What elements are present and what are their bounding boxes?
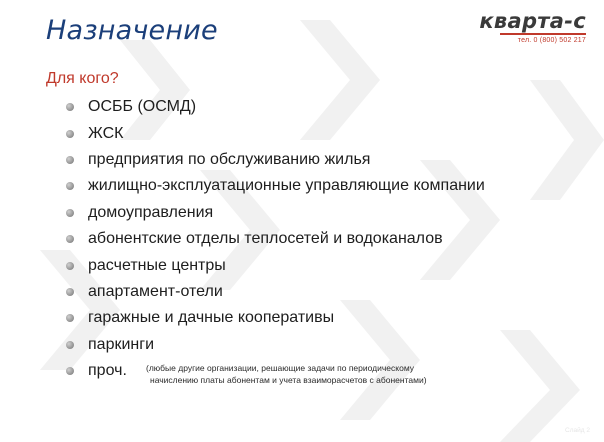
list-item-label: абонентские отделы теплосетей и водоканалов <box>88 230 443 248</box>
list-item-label: проч. <box>88 362 127 380</box>
list-item-label: апартамент-отели <box>88 282 223 300</box>
list-item <box>66 332 485 358</box>
bullet-icon <box>66 288 74 296</box>
list-item <box>66 147 485 173</box>
bullet-icon <box>66 103 74 111</box>
list-item <box>66 279 485 305</box>
bullet-icon <box>66 209 74 217</box>
slide-number: Слайд 2 <box>565 427 590 434</box>
list-item-label: домоуправления <box>88 203 214 221</box>
logo-wordmark: кварта-с <box>479 9 586 33</box>
bullet-icon <box>66 182 74 190</box>
list-item-label: предприятия по обслуживанию жилья <box>88 150 371 168</box>
list-item-label: жилищно-эксплуатационные управляющие компании <box>88 177 485 195</box>
list-item <box>66 173 485 199</box>
list-item <box>66 305 485 331</box>
bullet-icon <box>66 314 74 322</box>
audience-list <box>66 94 485 384</box>
logo-underline <box>500 33 586 35</box>
list-item <box>66 200 485 226</box>
footnote-line: (любые другие организации, решающие задачи по периодическому <box>146 363 415 373</box>
list-item-label: ЖСК <box>88 124 124 142</box>
bullet-icon <box>66 130 74 138</box>
bullet-icon <box>66 235 74 243</box>
bullet-icon <box>66 262 74 270</box>
section-subtitle: Для кого? <box>46 70 119 87</box>
bullet-icon <box>66 341 74 349</box>
bullet-icon <box>66 156 74 164</box>
list-item-label: паркинги <box>88 335 155 353</box>
footnote-line: начислению платы абонентам и учета взаиморасчетов с абонентами) <box>150 375 427 385</box>
company-logo <box>478 10 586 44</box>
list-item-label: гаражные и дачные кооперативы <box>88 309 335 327</box>
list-item-label: расчетные центры <box>88 256 226 274</box>
footnote <box>146 362 496 386</box>
list-item <box>66 120 485 146</box>
list-item <box>66 94 485 120</box>
list-item <box>66 252 485 278</box>
bullet-icon <box>66 367 74 375</box>
logo-phone: тел. 0 (800) 502 217 <box>517 37 586 44</box>
page-title: Назначение <box>46 15 218 46</box>
list-item-label: ОСББ (ОСМД) <box>88 98 197 116</box>
list-item <box>66 226 485 252</box>
